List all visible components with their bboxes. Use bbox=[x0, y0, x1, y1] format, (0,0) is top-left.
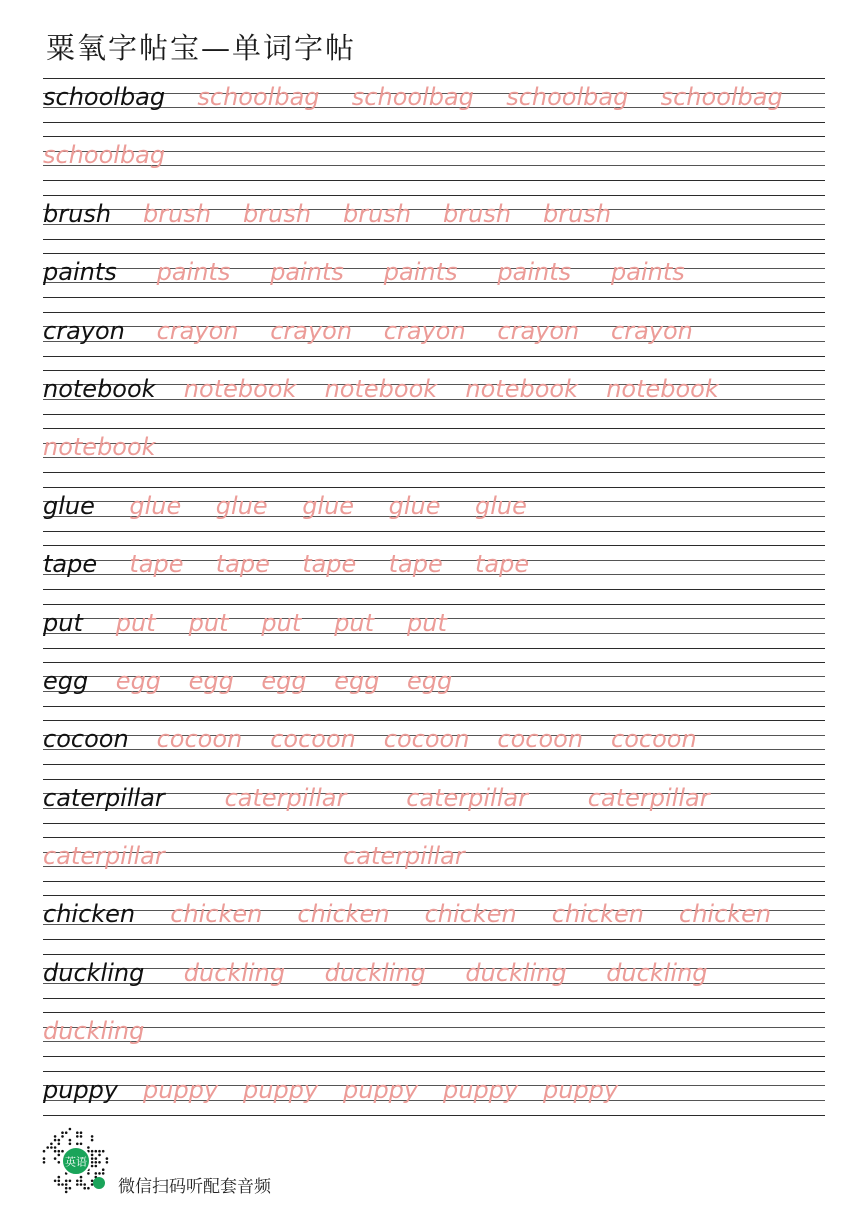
ruled-line bbox=[43, 78, 825, 79]
trace-word: caterpillar bbox=[406, 783, 528, 812]
trace-word: brush bbox=[443, 199, 512, 228]
practice-row bbox=[43, 837, 825, 895]
trace-word: caterpillar bbox=[43, 842, 165, 871]
ruled-line bbox=[43, 312, 825, 313]
headword: egg bbox=[43, 666, 89, 695]
trace-word: puppy bbox=[143, 1075, 219, 1104]
trace-word: tape bbox=[475, 550, 530, 579]
trace-word: tape bbox=[129, 550, 184, 579]
trace-word: put bbox=[334, 608, 375, 637]
word-line bbox=[43, 842, 825, 882]
headword: tape bbox=[43, 550, 98, 579]
ruled-line bbox=[43, 604, 825, 605]
headword: caterpillar bbox=[43, 783, 165, 812]
trace-word: schoolbag bbox=[506, 83, 629, 111]
ruled-line bbox=[43, 487, 825, 488]
trace-word: egg bbox=[115, 666, 162, 695]
trace-word: put bbox=[115, 608, 156, 637]
trace-word: caterpillar bbox=[343, 842, 465, 871]
word-line bbox=[43, 317, 825, 357]
badge-text: 英语 bbox=[65, 1155, 87, 1169]
headword: glue bbox=[43, 491, 95, 520]
trace-word: brush bbox=[243, 199, 312, 228]
trace-word: puppy bbox=[543, 1075, 619, 1104]
word-line bbox=[43, 667, 825, 707]
trace-word: put bbox=[261, 608, 302, 637]
trace-word: tape bbox=[302, 550, 357, 579]
headword: duckling bbox=[43, 958, 145, 987]
headword: chicken bbox=[43, 900, 136, 929]
practice-sheet bbox=[43, 78, 825, 1130]
trace-word: paints bbox=[270, 258, 344, 287]
trace-word: notebook bbox=[43, 433, 156, 462]
word-line bbox=[43, 141, 825, 181]
headword: cocoon bbox=[43, 725, 129, 754]
practice-row bbox=[43, 1012, 825, 1070]
trace-word: notebook bbox=[324, 374, 438, 403]
practice-row bbox=[43, 779, 825, 837]
trace-word: egg bbox=[334, 666, 380, 695]
trace-word: egg bbox=[188, 666, 234, 695]
practice-row bbox=[43, 545, 825, 603]
word-line bbox=[43, 375, 825, 415]
ruled-line bbox=[43, 1071, 825, 1072]
headword: brush bbox=[43, 199, 112, 228]
ruled-line bbox=[43, 662, 825, 663]
trace-word: schoolbag bbox=[197, 83, 320, 111]
trace-word: notebook bbox=[465, 374, 578, 403]
trace-word: tape bbox=[215, 550, 270, 579]
trace-word: crayon bbox=[611, 316, 693, 345]
trace-word: puppy bbox=[343, 1075, 419, 1104]
word-line bbox=[43, 200, 825, 240]
practice-row bbox=[43, 78, 825, 136]
headword: paints bbox=[43, 258, 117, 287]
word-line bbox=[43, 900, 825, 940]
footer bbox=[42, 1127, 442, 1202]
practice-row bbox=[43, 720, 825, 778]
trace-word: cocoon bbox=[497, 725, 584, 754]
ruled-line bbox=[43, 195, 825, 196]
practice-row bbox=[43, 954, 825, 1012]
word-line bbox=[43, 1017, 825, 1057]
word-line bbox=[43, 258, 825, 298]
trace-word: notebook bbox=[183, 374, 297, 403]
trace-word: caterpillar bbox=[587, 783, 710, 812]
trace-word: crayon bbox=[270, 316, 353, 345]
trace-word: egg bbox=[407, 666, 453, 695]
practice-row bbox=[43, 312, 825, 370]
practice-row bbox=[43, 370, 825, 428]
trace-word: chicken bbox=[170, 900, 263, 929]
trace-word: cocoon bbox=[156, 725, 243, 754]
trace-word: duckling bbox=[606, 958, 708, 987]
ruled-line bbox=[43, 136, 825, 137]
trace-word: cocoon bbox=[383, 725, 470, 754]
ruled-line bbox=[43, 720, 825, 721]
headword: schoolbag bbox=[43, 83, 166, 111]
word-line bbox=[43, 725, 825, 765]
trace-word: schoolbag bbox=[351, 83, 474, 111]
trace-word: paints bbox=[611, 258, 685, 287]
trace-word: put bbox=[407, 608, 447, 637]
trace-word: puppy bbox=[243, 1075, 319, 1104]
trace-word: glue bbox=[475, 491, 527, 520]
trace-word: cocoon bbox=[270, 725, 356, 754]
practice-row bbox=[43, 253, 825, 311]
trace-word: glue bbox=[129, 491, 182, 520]
trace-word: glue bbox=[302, 491, 355, 520]
ruled-line bbox=[43, 895, 825, 896]
ruled-line bbox=[43, 370, 825, 371]
headword: notebook bbox=[43, 374, 156, 403]
trace-word: brush bbox=[143, 199, 212, 228]
practice-row bbox=[43, 895, 825, 953]
trace-word: chicken bbox=[424, 900, 517, 929]
scan-caption: 微信扫码听配套音频 bbox=[118, 1177, 271, 1197]
trace-word: puppy bbox=[443, 1075, 519, 1104]
trace-word: crayon bbox=[497, 316, 580, 345]
practice-row bbox=[43, 136, 825, 194]
trace-word: duckling bbox=[324, 958, 426, 987]
trace-word: crayon bbox=[156, 316, 239, 345]
practice-row bbox=[43, 1071, 825, 1129]
trace-word: paints bbox=[497, 258, 572, 287]
ruled-line bbox=[43, 837, 825, 838]
trace-word: brush bbox=[343, 199, 412, 228]
word-line bbox=[43, 83, 825, 123]
trace-word: notebook bbox=[606, 374, 719, 403]
word-line bbox=[43, 433, 825, 473]
word-line bbox=[43, 784, 825, 824]
ruled-line bbox=[43, 779, 825, 780]
ruled-line bbox=[43, 253, 825, 254]
trace-word: duckling bbox=[183, 958, 286, 987]
page-title: 粟氧字帖宝—单词字帖 bbox=[46, 31, 357, 65]
ruled-line bbox=[43, 545, 825, 546]
word-line bbox=[43, 492, 825, 532]
trace-word: glue bbox=[388, 491, 441, 520]
headword: puppy bbox=[43, 1075, 119, 1104]
headword: crayon bbox=[43, 316, 125, 345]
trace-word: caterpillar bbox=[224, 783, 347, 812]
ruled-line bbox=[43, 1012, 825, 1013]
ruled-line bbox=[43, 954, 825, 955]
trace-word: egg bbox=[261, 666, 307, 695]
qr-code-icon[interactable] bbox=[42, 1127, 112, 1197]
word-line bbox=[43, 959, 825, 999]
trace-word: chicken bbox=[679, 900, 772, 929]
headword: put bbox=[43, 608, 83, 637]
practice-row bbox=[43, 428, 825, 486]
trace-word: chicken bbox=[297, 900, 390, 929]
word-line bbox=[43, 550, 825, 590]
practice-row bbox=[43, 662, 825, 720]
word-line bbox=[43, 1076, 825, 1116]
trace-word: paints bbox=[156, 258, 231, 287]
practice-row bbox=[43, 195, 825, 253]
trace-word: schoolbag bbox=[660, 83, 783, 111]
trace-word: cocoon bbox=[611, 725, 697, 754]
trace-word: tape bbox=[388, 550, 443, 579]
trace-word: put bbox=[188, 608, 229, 637]
trace-word: paints bbox=[383, 258, 458, 287]
trace-word: chicken bbox=[551, 900, 644, 929]
ruled-line bbox=[43, 428, 825, 429]
trace-word: duckling bbox=[43, 1017, 145, 1046]
trace-word: glue bbox=[215, 491, 268, 520]
trace-word: schoolbag bbox=[43, 141, 166, 170]
practice-row bbox=[43, 487, 825, 545]
trace-word: brush bbox=[543, 199, 612, 228]
trace-word: crayon bbox=[383, 316, 466, 345]
practice-row bbox=[43, 604, 825, 662]
ruled-line bbox=[43, 1115, 825, 1116]
word-line bbox=[43, 609, 825, 649]
trace-word: duckling bbox=[465, 958, 567, 987]
